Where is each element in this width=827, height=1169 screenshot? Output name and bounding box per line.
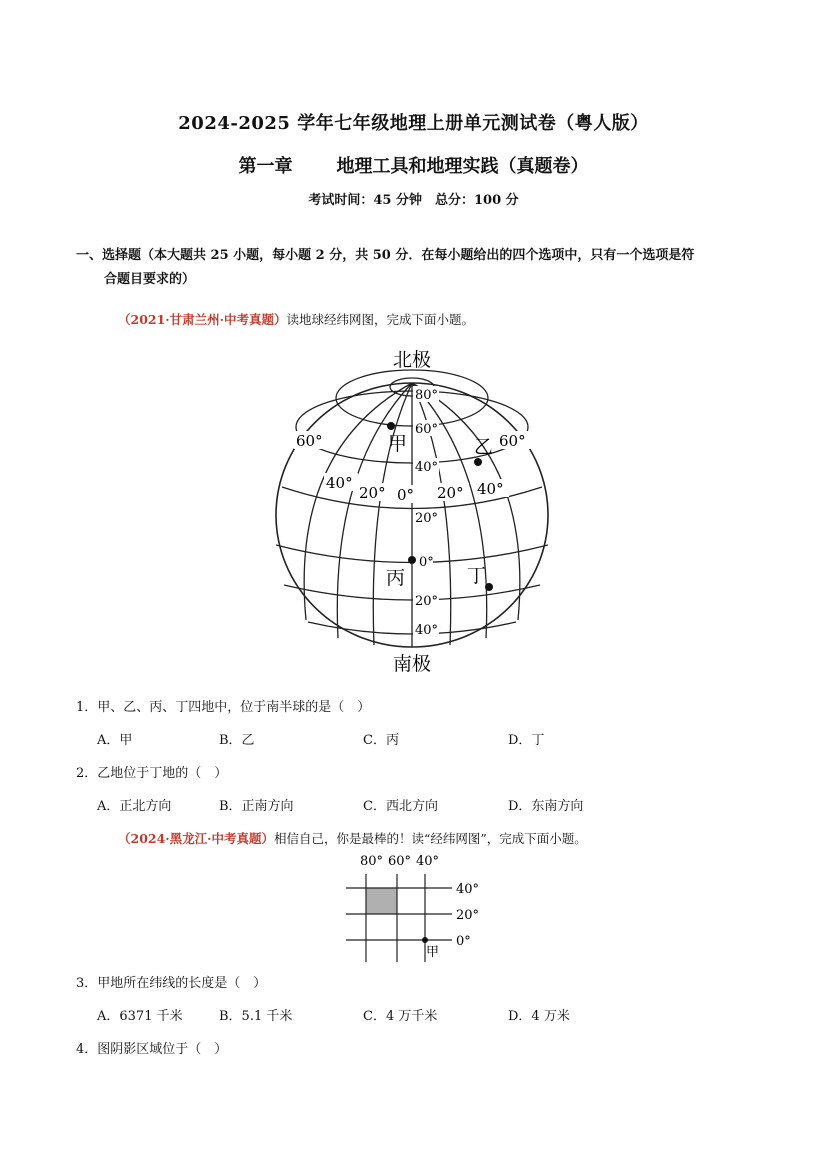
grid-figure [340,850,490,965]
point-bing-label: 丙 [386,567,406,589]
globe-points [386,422,493,591]
lat-label-80: 80° [415,388,439,403]
source-text: 读地球经纬网图，完成下面小题。 [286,312,475,327]
q3-option-c: C．4 万千米 [363,1009,438,1024]
lon-label-40e: 40° [477,480,504,498]
q1-option-d: D．丁 [508,733,545,748]
q2-option-a: A．正北方向 [97,799,172,814]
page-title: 2024-2025 学年七年级地理上册单元测试卷（粤人版） [178,113,649,134]
south-pole-label: 南极 [392,653,432,675]
grid-lon-40: 40° [416,854,440,869]
grid-lat-40: 40° [456,882,480,897]
lat-label-20n: 20° [415,511,439,526]
lon-label-60e: 60° [499,432,526,450]
north-pole-label: 北极 [392,349,432,371]
grid-lon-labels [360,854,439,869]
q3-option-b: B．5.1 千米 [219,1009,293,1024]
point-jia-label: 甲 [388,433,408,455]
point-ding-label: 丁 [467,565,487,587]
source-note-1 [118,310,474,328]
chapter-number: 第一章 [238,156,293,177]
longitude-lines [304,383,520,647]
lat-label-0: 0° [419,555,434,570]
lat-label-60: 60° [415,422,439,437]
q1-option-c: C．丙 [363,733,399,748]
point-ding-marker [485,583,493,591]
q1-option-b: B．乙 [219,733,255,748]
grid-lat-20: 20° [456,908,480,923]
point-jia-marker [387,422,395,430]
q2-option-b: B．正南方向 [219,799,294,814]
section-heading [76,244,766,292]
chapter-heading [0,152,827,178]
question-3: 3．甲地所在纬线的长度是（ ） [76,976,267,991]
q1-option-a: A．甲 [97,733,133,748]
chapter-title: 地理工具和地理实践（真题卷） [336,156,589,177]
q2-option-c: C．西北方向 [363,799,438,814]
source-note-2 [118,829,587,847]
question-2: 2．乙地位于丁地的（ ） [76,766,228,781]
grid-lat-labels [456,882,479,949]
grid-lon-60: 60° [388,854,412,869]
lon-label-20w: 20° [359,484,386,502]
globe-figure [270,340,560,675]
exam-info: 考试时间：45 分钟 总分：100 分 [308,193,519,208]
lat-label-40: 40° [415,460,439,475]
q3-option-a: A．6371 千米 [97,1009,183,1024]
lon-label-20e: 20° [437,484,464,502]
lat-label-20s: 20° [415,594,439,609]
question-4: 4．图阴影区域位于（ ） [76,1042,228,1057]
source-tag: （2021·甘肃兰州·中考真题） [118,312,287,327]
source-tag-2: （2024·黑龙江·中考真题） [118,831,274,846]
lon-label-60w: 60° [296,432,323,450]
latitude-labels [413,386,439,638]
question-1: 1．甲、乙、丙、丁四地中，位于南半球的是（ ） [76,700,371,715]
section-line-1: 一、选择题（本大题共 25 小题，每小题 2 分，共 50 分．在每小题给出的四个选项中，只有一个选项是符 [76,248,695,263]
grid-point-label: 甲 [426,945,440,960]
point-bing-marker [408,556,416,564]
lat-label-40s: 40° [415,623,439,638]
shaded-area [366,888,397,914]
lon-label-0: 0° [397,486,415,504]
q2-option-d: D．东南方向 [508,799,584,814]
lon-20w [373,383,415,645]
point-yi-marker [474,458,482,466]
point-yi-label: 乙 [474,436,494,458]
grid-point-marker [422,937,428,943]
grid-lon-80: 80° [360,854,384,869]
lon-label-40w: 40° [326,474,353,492]
grid-lat-0: 0° [456,934,471,949]
section-line-2: 合题目要求的） [104,272,196,287]
q3-option-d: D．4 万米 [508,1009,570,1024]
source-text-2: 相信自己，你是最棒的！读“经纬网图”，完成下面小题。 [274,831,587,846]
